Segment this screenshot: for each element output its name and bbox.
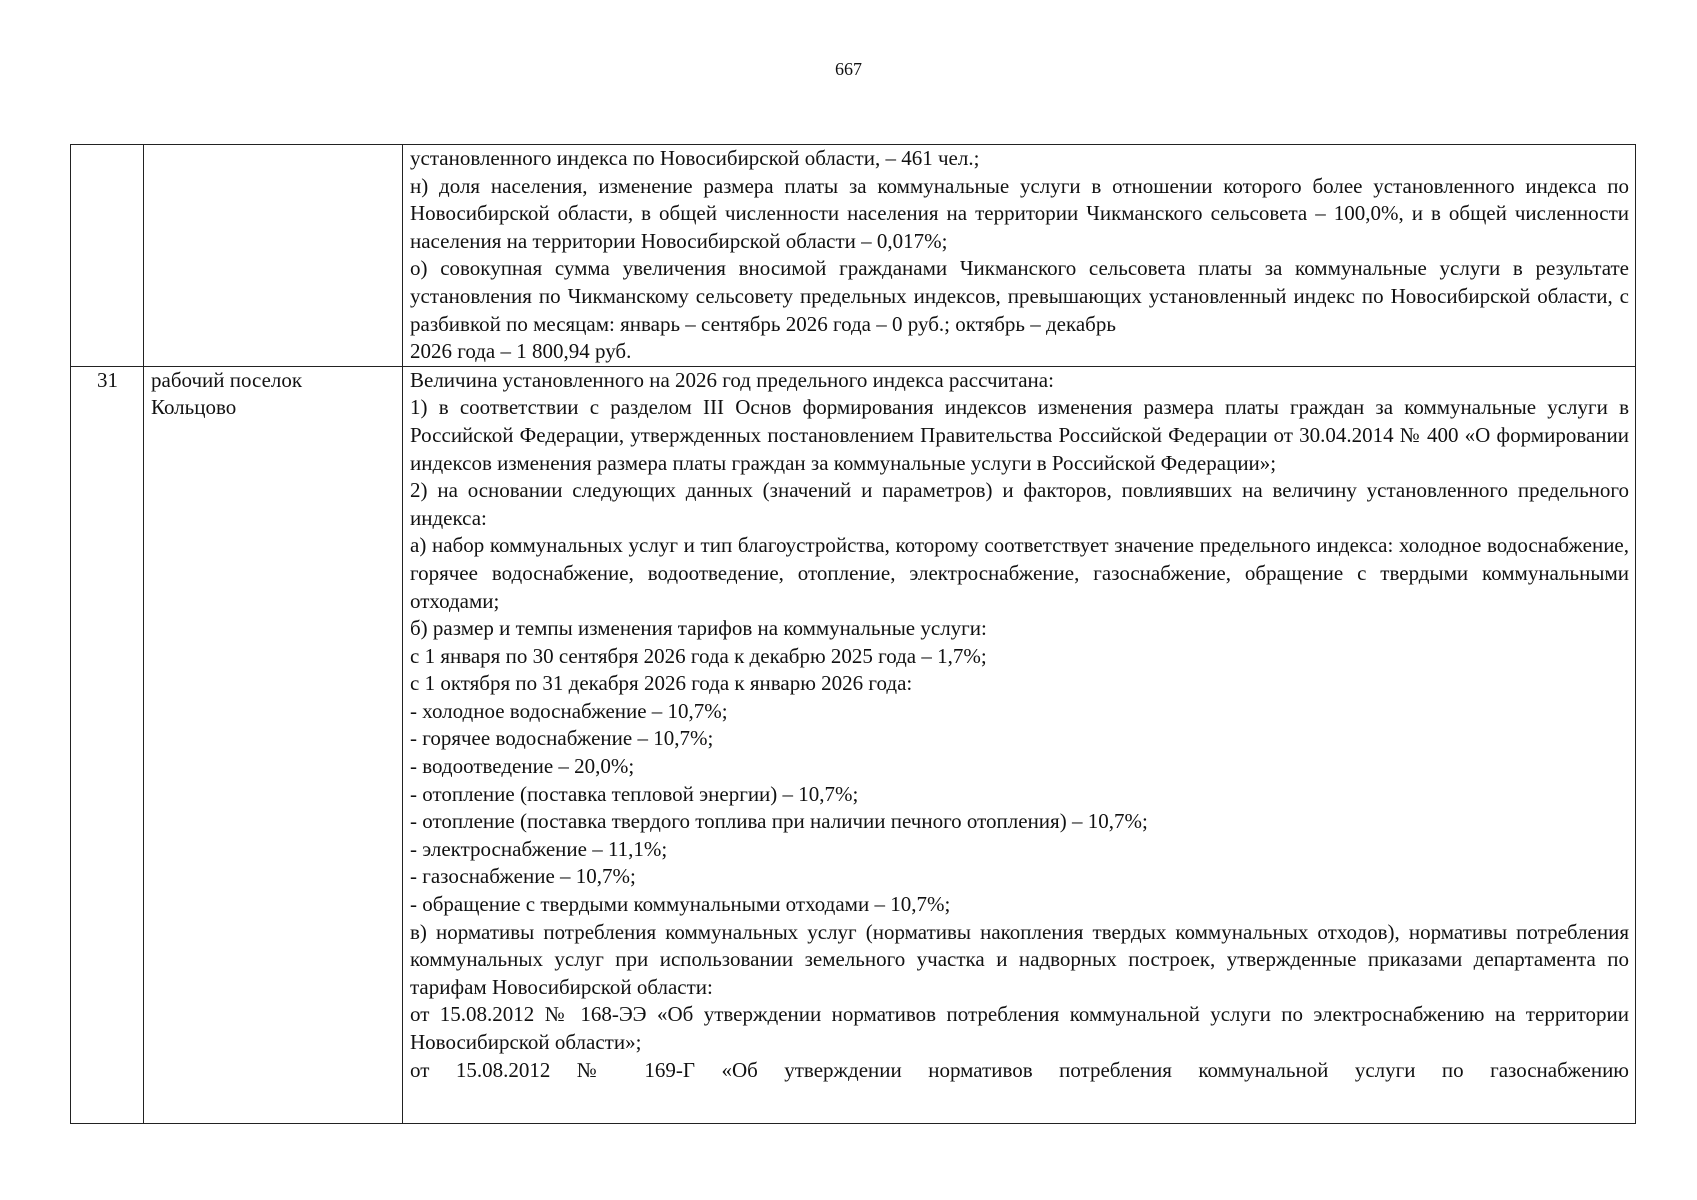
- description-cell: [403, 366, 1636, 1123]
- paragraph: с 1 января по 30 сентября 2026 года к декабрю 2025 года – 1,7%;: [410, 643, 987, 668]
- municipality-cell: [144, 366, 403, 1123]
- list-item: - отопление (поставка твердого топлива при наличии печного отопления) – 10,7%;: [410, 809, 1148, 834]
- list-item: - горячее водоснабжение – 10,7%;: [410, 726, 714, 751]
- paragraph: б) размер и темпы изменения тарифов на коммунальные услуги:: [410, 616, 987, 641]
- paragraph: а) набор коммунальных услуг и тип благоустройства, которому соответствует значение предельного индекса: холодное водоснабжение, горячее водоснабжение, водоотведение, отопление, электроснабжение, газоснабжение, обращение с твердыми коммунальными отходами;: [410, 533, 1629, 613]
- paragraph: 2026 года – 1 800,94 руб.: [410, 339, 632, 364]
- municipality-name-line: Кольцово: [151, 395, 237, 420]
- municipality-cell: [144, 145, 403, 367]
- list-item: - электроснабжение – 11,1%;: [410, 836, 668, 861]
- list-item: - обращение с твердыми коммунальными отходами – 10,7%;: [410, 892, 951, 917]
- table-row: [71, 366, 1636, 1123]
- municipality-name-line: рабочий поселок: [151, 367, 303, 392]
- description-cell: [403, 145, 1636, 367]
- list-item: - отопление (поставка тепловой энергии) – 10,7%;: [410, 781, 859, 806]
- paragraph: Величина установленного на 2026 год предельного индекса рассчитана:: [410, 367, 1054, 392]
- paragraph: 2) на основании следующих данных (значений и параметров) и факторов, повлиявших на величину установленного предельного индекса:: [410, 478, 1629, 530]
- row-number-cell: 31: [71, 366, 144, 1123]
- list-item: - газоснабжение – 10,7%;: [410, 864, 636, 889]
- row-number-cell: [71, 145, 144, 367]
- list-item: - водоотведение – 20,0%;: [410, 754, 635, 779]
- page-number: 667: [835, 59, 862, 79]
- description-content: [410, 367, 1629, 1122]
- paragraph: установленного индекса по Новосибирской области, – 461 чел.;: [410, 146, 980, 170]
- paragraph: 1) в соответствии с разделом III Основ формирования индексов изменения размера платы граждан за коммунальные услуги в Российской Федерации, утвержденных постановлением Правительства Российской Федерации от 30.04.2014 № 400 «О формировании индексов изменения размера платы граждан за коммунальные услуги в Российской Федерации»;: [410, 395, 1629, 475]
- paragraph: в) нормативы потребления коммунальных услуг (нормативы накопления твердых коммунальных отходов), нормативы потребления коммунальных услуг при использовании земельного участка и надворных построек, утвержденные приказами департамента по тарифам Новосибирской области:: [410, 919, 1629, 999]
- paragraph: с 1 октября по 31 декабря 2026 года к январю 2026 года:: [410, 671, 913, 696]
- paragraph: от 15.08.2012 № 168-ЭЭ «Об утверждении нормативов потребления коммунальной услуги по электроснабжению на территории Новосибирской области»;: [410, 1002, 1629, 1054]
- list-item: - холодное водоснабжение – 10,7%;: [410, 698, 728, 723]
- paragraph: от 15.08.2012 № 169-Г «Об утверждении нормативов потребления коммунальной услуги по газоснабжению: [410, 1057, 1629, 1082]
- table-row: [71, 145, 1636, 367]
- paragraph: н) доля населения, изменение размера платы за коммунальные услуги в отношении которого более установленного индекса по Новосибирской области, в общей численности населения на территории Чикманского сельсовета – 100,0%, и в общей численности населения на территории Новосибирской области – 0,017%;: [410, 173, 1629, 253]
- index-table: [70, 144, 1636, 1124]
- paragraph: о) совокупная сумма увеличения вносимой гражданами Чикманского сельсовета платы за коммунальные услуги в результате установления по Чикманскому сельсовету предельных индексов, превышающих установленный индекс по Новосибирской области, с разбивкой по месяцам: январь – сентябрь 2026 года – 0 руб.; октябрь – декабрь: [410, 256, 1629, 336]
